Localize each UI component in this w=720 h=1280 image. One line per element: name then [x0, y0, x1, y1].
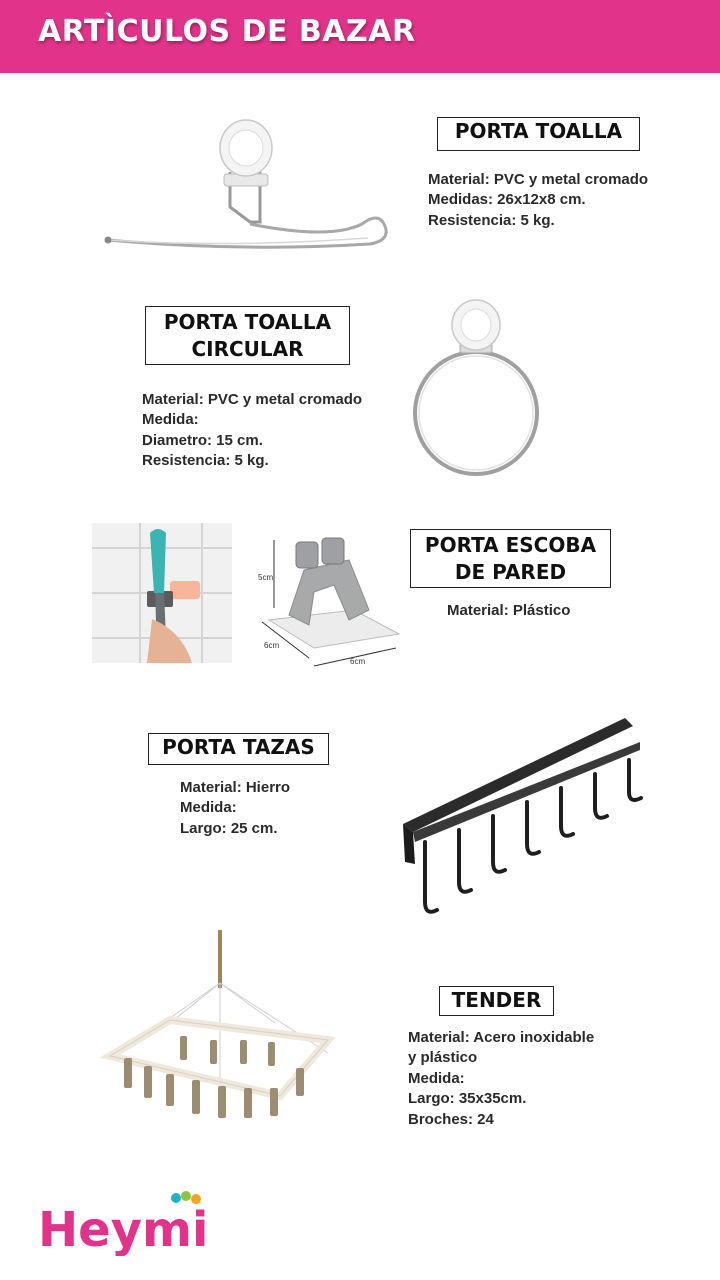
cup-holder-image: [395, 712, 650, 927]
title-line: PORTA TOALLA: [454, 119, 623, 143]
title-line: PORTA TOALLA: [163, 310, 332, 334]
towel-holder-image: [100, 112, 395, 262]
product-title-tender: [439, 986, 554, 1016]
product-specs-porta-escoba: [447, 601, 570, 621]
spec-line: Medida:: [142, 411, 199, 429]
title-line: PORTA TAZAS: [162, 735, 315, 759]
spec-line: Largo: 25 cm.: [180, 819, 278, 837]
title-line: CIRCULAR: [191, 337, 304, 361]
spec-line: Medida:: [180, 799, 237, 817]
dimension-label-depth: 6cm: [264, 641, 280, 650]
page-title: ARTÌCULOS DE BAZAR: [38, 14, 416, 49]
clothes-hanger-image: [100, 928, 340, 1153]
spec-line: Resistencia: 5 kg.: [142, 452, 269, 470]
spec-line: Material: Plástico: [447, 602, 571, 619]
dimension-label-height: 5cm: [258, 573, 274, 582]
broom-holder-dimensions-image: [254, 530, 402, 670]
header-banner: [0, 0, 720, 73]
spec-line: Broches: 24: [408, 1110, 494, 1128]
spec-line: y plástico: [408, 1049, 478, 1067]
spec-line: Largo: 35x35cm.: [408, 1090, 527, 1108]
spec-line: Diametro: 15 cm.: [142, 431, 263, 449]
title-line: PORTA ESCOBA: [424, 533, 597, 557]
product-title-porta-toalla-circular: [145, 306, 350, 365]
dimension-label-width: 6cm: [350, 657, 366, 666]
product-specs-porta-toalla: [428, 170, 648, 231]
spec-line: Material: Acero inoxidable: [408, 1029, 595, 1046]
title-line: TENDER: [451, 988, 542, 1012]
broom-holder-photo: [92, 523, 232, 663]
spec-line: Medida:: [408, 1069, 465, 1087]
product-specs-porta-tazas: [180, 778, 290, 839]
spec-line: Material: Hierro: [180, 779, 291, 796]
spec-line: Resistencia: 5 kg.: [428, 211, 555, 229]
spec-line: Medidas: 26x12x8 cm.: [428, 191, 586, 209]
product-title-porta-tazas: [148, 733, 329, 765]
towel-ring-image: [408, 295, 548, 480]
product-specs-tender: [408, 1028, 594, 1130]
heymi-logo: [36, 1190, 216, 1256]
title-line: DE PARED: [454, 560, 567, 584]
product-title-porta-toalla: [437, 117, 640, 151]
spec-line: Material: PVC y metal cromado: [428, 171, 649, 188]
spec-line: Material: PVC y metal cromado: [142, 391, 363, 408]
product-specs-porta-toalla-circular: [142, 390, 362, 472]
product-title-porta-escoba: [410, 529, 611, 588]
logo-text: Heymi: [38, 1202, 209, 1256]
